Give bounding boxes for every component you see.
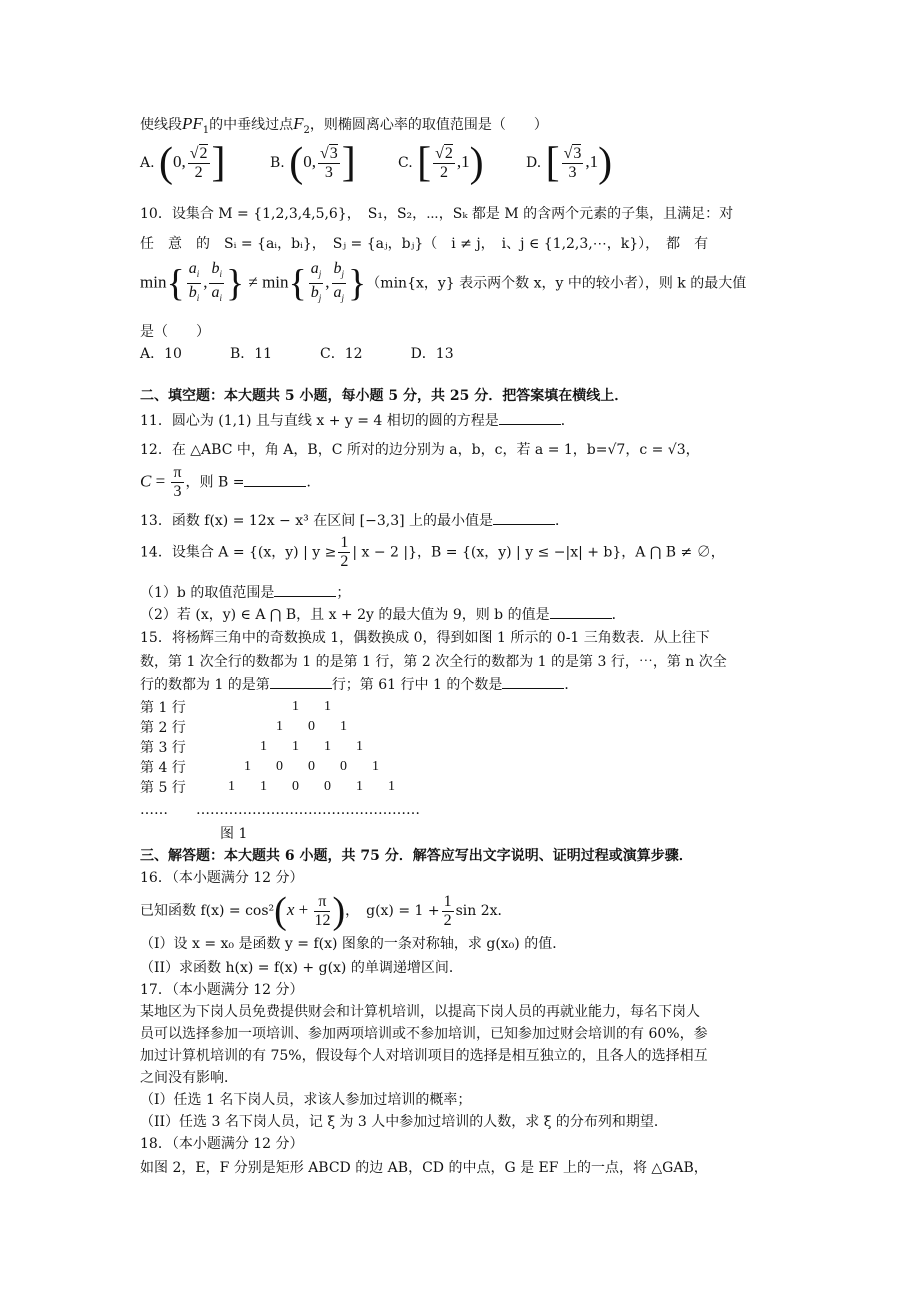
triangle-row-label: 第 5 行 [140,780,186,796]
triangle-cell: 1 [244,759,251,774]
triangle-row-label: 第 4 行 [140,760,186,776]
q17-part-2: （II）任选 3 名下岗人员，记 ξ 为 3 人中参加过培训的人数，求 ξ 的分布列和期望． [140,1114,668,1130]
q18-line-1: 如图 2，E，F 分别是矩形 ABCD 的边 AB，CD 的中点，G 是 EF 上的一点，将 △GAB， [140,1160,708,1176]
triangle-cell: 1 [340,719,347,734]
triangle-cell: 1 [372,759,379,774]
q14-part-1: （1）b 的取值范围是 ； [140,582,350,603]
triangle-cell: 0 [340,759,347,774]
triangle-cell: 0 [292,779,299,794]
triangle-cell: 1 [324,739,331,754]
q17-heading: 17．（本小题满分 12 分） [140,982,304,998]
triangle-cell: 1 [228,779,235,794]
q12-line-2: C = $\frac{\pi}{3}$ ，则 B = ． [140,464,321,500]
q17-line-1: 某地区为下岗人员免费提供财会和计算机培训，以提高下岗人员的再就业能力，每名下岗人 [140,1004,700,1020]
triangle-cell: 1 [356,779,363,794]
q10-options: A．10 B．11 C．12 D．13 [140,346,454,362]
q11: 11．圆心为 (1,1) 且与直线 x + y = 4 相切的圆的方程是 ． [140,410,575,431]
q12-line-1: 12．在 △ABC 中，角 A，B，C 所对的边分别为 a，b，c，若 a = 1，b=√7，c = √3， [140,442,700,458]
triangle-cell: 1 [260,739,267,754]
q17-line-2: 员可以选择参加一项培训、参加两项培训或不参加培训，已知参加过财会培训的有 60%，参 [140,1026,708,1042]
section-2-heading: 二、填空题：本大题共 5 小题，每小题 5 分，共 25 分．把答案填在横线上． [140,388,629,404]
q16-part-2: （II）求函数 h(x) = f(x) + g(x) 的单调递增区间． [140,960,463,976]
q9-option-a: A. (0, $\frac{√2}{2}$ ] [140,140,226,186]
q16-part-1: （I）设 x = x₀ 是函数 y = f(x) 图象的一条对称轴，求 g(x₀) 的值． [140,936,567,952]
q18-heading: 18．（本小题满分 12 分） [140,1136,304,1152]
triangle-row-label: 第 1 行 [140,700,186,716]
q9-tail-line: 使线段$PF_1$的中垂线过点$F_2$，则椭圆离心率的取值范围是（ ） [140,114,548,136]
triangle-cell: 1 [324,699,331,714]
q10-line-1: 10．设集合 M = {1,2,3,4,5,6}， S₁，S₂，⋯，Sₖ 都是 M 的含两个元素的子集，且满足：对 [140,206,734,222]
q13: 13．函数 f(x) = 12x − x³ 在区间 [−3,3] 上的最小值是 ． [140,510,569,531]
q14-line-1: 14．设集合 A = {(x，y) | y ≥ $\frac{1}{2}$ | x − 2 |}，B = {(x，y) | y ≤ −|x| + b}，A ⋂ B ≠ ∅， [140,534,725,570]
triangle-row-label: 第 3 行 [140,740,186,756]
q17-part-1: （I）任选 1 名下岗人员，求该人参加过培训的概率； [140,1092,472,1108]
figure-1-caption: 图 1 [220,826,248,842]
triangle-cell: 1 [388,779,395,794]
q10-line-4: 是（ ） [140,324,210,340]
q14-part-2: （2）若 (x，y) ∈ A ⋂ B，且 x + 2y 的最大值为 9，则 b 的值是 ． [140,604,626,625]
triangle-cell: 1 [356,739,363,754]
q15-line-3: 行的数都为 1 的是第 行；第 61 行中 1 的个数是 ． [140,674,578,695]
triangle-cell: 1 [292,699,299,714]
triangle-cell: 0 [276,759,283,774]
triangle-cell: 0 [324,779,331,794]
section-3-heading: 三、解答题：本大题共 6 小题，共 75 分．解答应写出文字说明、证明过程或演算步骤． [140,848,693,864]
q17-line-3: 加过计算机培训的有 75%，假设每个人对培训项目的选择是相互独立的，且各人的选择相互 [140,1048,708,1064]
triangle-cell: 1 [292,739,299,754]
q9-option-c: C. [ $\frac{√2}{2}$ ,1) [398,140,484,186]
triangle-cell: 1 [260,779,267,794]
triangle-dots: …… ………………………………………… [140,802,420,818]
q9-option-b: B. (0, $\frac{√3}{3}$ ] [270,140,356,186]
triangle-row-label: 第 2 行 [140,720,186,736]
triangle-cell: 1 [276,719,283,734]
q17-line-4: 之间没有影响． [140,1070,238,1086]
q10-line-3: min{ $\frac{a_i}{b_i}$ , $\frac{b_i}{a_i}$ } ≠ min{ $\frac{a_j}{b_j}$ , $\frac{b_j}{a_j}$ }（min{x，y} 表示两个数 x，y 中的较小者），则 k 的最大值 [140,260,747,305]
q10-line-2: 任 意 的 Sᵢ = {aᵢ，bᵢ}， Sⱼ = {aⱼ，bⱼ}（ i ≠ j， i、j ∈ {1,2,3,⋯，k}）， 都 有 [140,236,709,252]
triangle-cell: 0 [308,719,315,734]
triangle-cell: 0 [308,759,315,774]
q16-given: 已知函数 f(x) = cos²(x + $\frac{\pi}{12}$ )， g(x) = 1 + $\frac{1}{2}$ sin 2x． [140,890,512,932]
q9-option-d: D. [ $\frac{√3}{3}$ ,1) [526,140,613,186]
q16-heading: 16．（本小题满分 12 分） [140,870,304,886]
q15-line-2: 数，第 1 次全行的数都为 1 的是第 1 行，第 2 次全行的数都为 1 的是第 3 行，⋯，第 n 次全 [140,654,727,670]
q15-line-1: 15．将杨辉三角中的奇数换成 1，偶数换成 0，得到如图 1 所示的 0-1 三角数表．从上往下 [140,630,710,646]
